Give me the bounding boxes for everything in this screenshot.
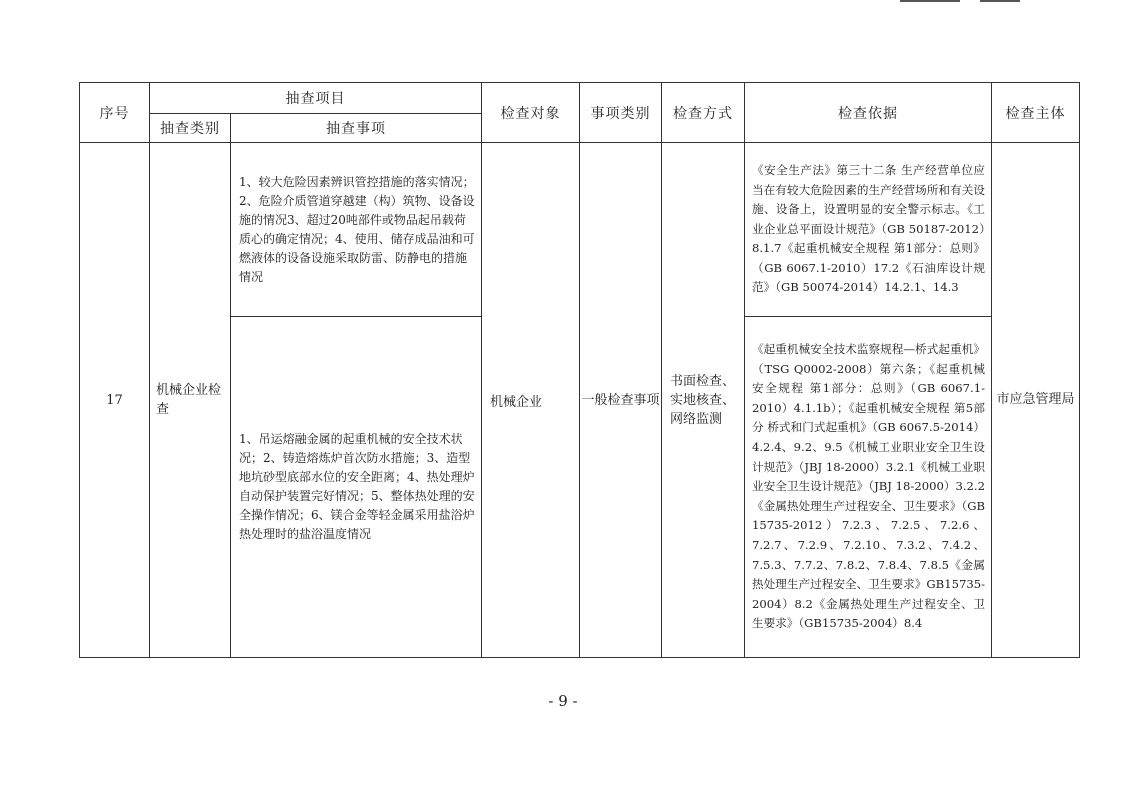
header-seq: 序号 <box>80 83 150 143</box>
row-item-type: 一般检查事项 <box>580 143 662 658</box>
inspection-table <box>79 82 1080 658</box>
header-project: 抽查项目 <box>150 83 482 114</box>
header-matter: 抽查事项 <box>231 114 482 143</box>
header-subject: 检查主体 <box>992 83 1080 143</box>
header-basis: 检查依据 <box>745 83 992 143</box>
row-matter-1: 1、较大危险因素辨识管控措施的落实情况；2、危险介质管道穿越建（构）筑物、设备设施的情况3、超过20吨部件或物品起吊载荷质心的确定情况；4、使用、储存成品油和可燃液体的设备设施采取防雷、防静电的措施情况 <box>231 143 482 317</box>
row-method: 书面检查、实地核查、网络监测 <box>662 143 745 658</box>
header-item-type: 事项类别 <box>580 83 662 143</box>
row-subject: 市应急管理局 <box>992 143 1080 658</box>
scan-edge-mark <box>980 0 1020 2</box>
row-category: 机械企业检查 <box>150 143 231 658</box>
header-object: 检查对象 <box>482 83 580 143</box>
row-basis-1: 《安全生产法》第三十二条 生产经营单位应当在有较大危险因素的生产经营场所和有关设施、设备上，设置明显的安全警示标志。《工业企业总平面设计规范》（GB 50187-2012）8.1.7《起重机械安全规程 第1部分：总则》（GB 6067.1-2010）17.2《石油库设计规范》（GB 50074-2014）14.2.1、14.3 <box>745 143 992 317</box>
scan-edge-mark <box>900 0 960 2</box>
header-category: 抽查类别 <box>150 114 231 143</box>
header-method: 检查方式 <box>662 83 745 143</box>
page-number: - 9 - <box>548 692 578 710</box>
row-seq: 17 <box>80 143 150 658</box>
row-matter-2: 1、吊运熔融金属的起重机械的安全技术状况；2、铸造熔炼炉首次防水措施；3、造型地坑砂型底部水位的安全距离；4、热处理炉自动保护装置完好情况；5、整体热处理的安全操作情况；6、镁合金等轻金属采用盐浴炉热处理时的盐浴温度情况 <box>231 317 482 658</box>
row-object: 机械企业 <box>482 143 580 658</box>
table-row <box>80 143 1080 317</box>
row-basis-2: 《起重机械安全技术监察规程—桥式起重机》（TSG Q0002-2008）第六条；《起重机械安全规程 第1部分：总则》（GB 6067.1-2010）4.1.1b）；《起重机械安全规程 第5部分 桥式和门式起重机》（GB 6067.5-2014）4.2.4、9.2、9.5《机械工业职业安全卫生设计规范》（JBJ 18-2000）3.2.1《机械工业职业安全卫生设计规范》（JBJ 18-2000）3.2.2《金属热处理生产过程安全、卫生要求》（GB 15735-2012）7.2.3、7.2.5、7.2.6、7.2.7、7.2.9、7.2.10、7.3.2、7.4.2、7.5.3、7.7.2、7.8.2、7.8.4、7.8.5《金属热处理生产过程安全、卫生要求》GB15735-2004）8.2《金属热处理生产过程安全、卫生要求》（GB15735-2004）8.4 <box>745 317 992 658</box>
